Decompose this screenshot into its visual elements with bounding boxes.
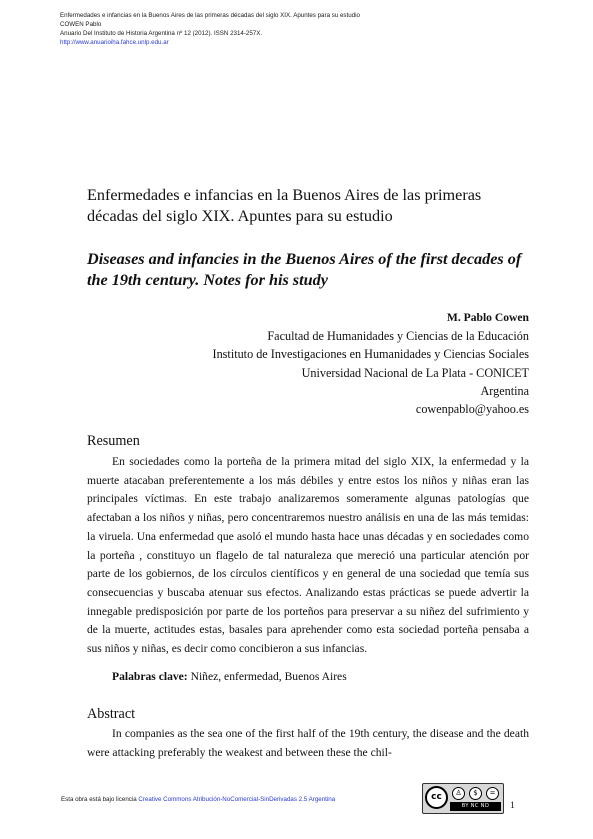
author-country: Argentina bbox=[480, 383, 529, 398]
resumen-heading: Resumen bbox=[87, 433, 140, 449]
cc-logo-icon: cc bbox=[425, 786, 448, 809]
author-name: M. Pablo Cowen bbox=[446, 311, 529, 324]
author-block bbox=[89, 309, 529, 418]
header-article-title: Enfermedades e infancias en la Buenos Aires de las primeras décadas del siglo XIX. Apuntes para su estudio bbox=[60, 12, 360, 19]
keywords bbox=[112, 668, 347, 687]
author-email: cowenpablo@yahoo.es bbox=[415, 402, 529, 417]
cc-badge-terms: BY NC ND bbox=[450, 802, 501, 811]
header-author: COWEN Pablo bbox=[60, 21, 102, 28]
resumen-body: En sociedades como la porteña de la primera mitad del siglo XIX, la enfermedad y la muerte atacaban preferentemente a los más débiles y entre estos los niños y niñas eran las principales víctimas. En este trabajo analizaremos someramente algunas patologías que afectaban a los niños y niñas, pero concentraremos nuestro análisis en una de las más temidas: la viruela. Una enfermedad que asoló el mundo hasta hace unas décadas y en sociedades como la porteña , constituyo un flagelo de tal naturaleza que mereció una particular atención por parte de los gobiernos, de los círculos científicos y en general de una sociedad que temía sus consecuencias y buscaba atenuar sus efectos. Analizando estas prácticas se puede advertir la innegable predisposición por parte de los porteños para preservar a su niñez del sufrimiento y de la muerte, actitudes estas, basales para aprehender como esta sociedad porteña pensaba a sus niños y niñas, es decir como concibieron a sus infancias. bbox=[87, 455, 529, 656]
header-url-link[interactable]: http://www.anuarioiha.fahce.unlp.edu.ar bbox=[60, 39, 169, 46]
running-header bbox=[60, 11, 540, 47]
cc-license-badge[interactable] bbox=[422, 783, 504, 814]
keywords-label: Palabras clave: bbox=[112, 670, 188, 683]
title-english: Diseases and infancies in the Buenos Aires of the first decades of the 19th century. Notes for his study bbox=[87, 250, 522, 289]
noncommercial-dollar-icon: $ bbox=[469, 787, 482, 800]
affiliation-institute: Instituto de Investigaciones en Humanidades y Ciencias Sociales bbox=[212, 347, 529, 362]
title-spanish: Enfermedades e infancias en la Buenos Aires de las primeras décadas del siglo XIX. Apuntes para su estudio bbox=[87, 186, 482, 225]
license-footer bbox=[61, 796, 335, 803]
page-number: 1 bbox=[510, 801, 515, 811]
affiliation-faculty: Facultad de Humanidades y Ciencias de la Educación bbox=[267, 329, 529, 344]
abstract-heading: Abstract bbox=[87, 706, 136, 722]
abstract-body: In companies as the sea one of the first half of the 19th century, the disease and the death were attacking preferably the weakest and between these the chil- bbox=[87, 727, 529, 759]
noderivatives-equals-icon: = bbox=[486, 787, 499, 800]
cc-license-icons bbox=[452, 787, 500, 801]
license-link[interactable]: Creative Commons Atribución-NoComercial-SinDerivadas 2.5 Argentina bbox=[138, 796, 336, 803]
header-journal: Anuario Del Instituto de Historia Argentina nº 12 (2012). ISSN 2314-257X. bbox=[60, 30, 263, 37]
attribution-person-icon: ♙ bbox=[452, 787, 465, 800]
affiliation-university: Universidad Nacional de La Plata - CONICET bbox=[301, 365, 529, 380]
license-prefix: Esta obra está bajo licencia bbox=[61, 796, 137, 803]
keywords-values: Niñez, enfermedad, Buenos Aires bbox=[190, 670, 347, 683]
